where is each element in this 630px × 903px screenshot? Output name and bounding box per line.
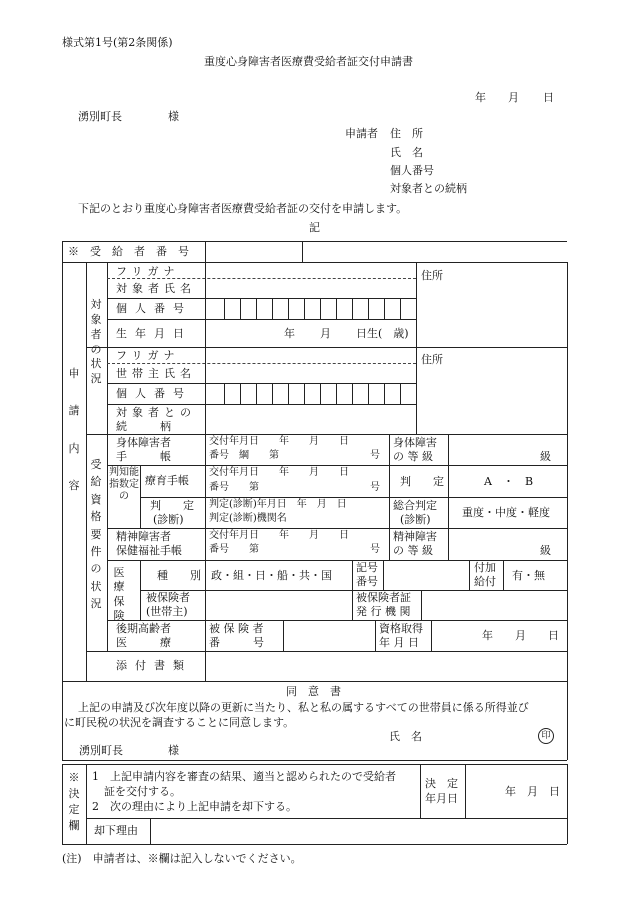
consent-honorific: 様 xyxy=(168,744,179,757)
mental-grade-label-1: 精神障害 xyxy=(393,530,437,543)
iq-number: 番号 第 xyxy=(209,482,259,493)
mental-label-1: 精神障害者 xyxy=(116,530,171,543)
physical-grade-label-1: 身体障害 xyxy=(393,436,437,449)
physical-grade-unit: 級 xyxy=(540,450,551,463)
subject-id-label: 個人番号 xyxy=(116,302,192,315)
form-number: 様式第1号(第2条関係) xyxy=(62,36,173,49)
consent-addressee: 湧別町長 xyxy=(79,744,123,757)
applicant-label: 申請者 xyxy=(345,127,378,140)
iq-judge-value: A ・ B xyxy=(484,475,534,488)
recipient-number-label: ※ 受 給 者 番 号 xyxy=(68,245,189,258)
addressee: 湧別町長 xyxy=(78,110,122,123)
elderly-acquire-label-2: 年 月 日 xyxy=(379,636,419,649)
decision-date-label-2: 年月日 xyxy=(425,792,458,805)
elderly-label-1: 後期高齢者 xyxy=(116,622,171,635)
elderly-acquire-date: 年 月 日 xyxy=(482,629,559,642)
footnote: (注) 申請者は、※欄は記入しないでください。 xyxy=(62,852,302,865)
iq-issue-date: 交付年月日 年 月 日 xyxy=(209,467,349,478)
insured-label-2: (世帯主) xyxy=(146,605,188,618)
subject-status-label: 対象者の状況 xyxy=(90,298,102,386)
household-name-label: 世帯主氏名 xyxy=(116,367,196,380)
physical-number-suffix: 号 xyxy=(370,450,380,461)
insurance-symbol-label-1: 記号 xyxy=(356,561,378,574)
mental-number: 番号 第 xyxy=(209,544,259,555)
subject-birth-year: 年 xyxy=(284,327,295,340)
insurance-type-label: 種 別 xyxy=(157,569,201,582)
elderly-insured-label-1: 被 保 険 者 xyxy=(209,622,264,635)
iq-diag-org: 判定(診断)機関名 xyxy=(209,513,287,524)
decision-item-1-line-1: 1 上記申請内容を審査の結果、適当と認められたので受給者 xyxy=(92,770,396,783)
overall-judge-value: 重度・中度・軽度 xyxy=(462,506,550,519)
elderly-insured-label-2: 番 号 xyxy=(209,636,264,649)
iq-diag-label-2: (診断) xyxy=(153,513,184,526)
subject-name-label: 対象者氏名 xyxy=(116,282,196,295)
insurance-symbol-label-2: 番号 xyxy=(356,575,378,588)
decision-date-value: 年 月 日 xyxy=(505,785,560,798)
elderly-acquire-label-1: 資格取得 xyxy=(379,622,423,635)
reject-reason-label: 却下理由 xyxy=(94,824,138,837)
insurance-cert-label-1: 被保険者証 xyxy=(356,591,411,604)
subject-address-label: 住所 xyxy=(421,269,443,282)
subject-birth-month: 月 xyxy=(320,327,331,340)
consent-name-label: 氏 名 xyxy=(389,730,422,743)
consent-text-line-2: に町民税の状況を調査することに同意します。 xyxy=(64,716,295,729)
consent-text-line-1: 上記の申請及び次年度以降の更新に当たり、私と私の属するすべての世帯員に係る所得並び xyxy=(78,701,529,714)
household-relation-label-2: 続 柄 xyxy=(116,420,171,433)
eligibility-label: 受給資格要件の状況 xyxy=(90,458,102,610)
consent-left-border xyxy=(62,681,63,760)
iq-judge-label: 判 定 xyxy=(400,475,444,488)
consent-title: 同 意 書 xyxy=(286,685,341,698)
overall-judge-label-1: 総合判定 xyxy=(393,499,437,512)
iq-label: 判知能指数定の xyxy=(109,467,139,502)
decision-item-2: 2 次の理由により上記申請を却下する。 xyxy=(92,800,297,813)
mental-number-suffix: 号 xyxy=(370,544,380,555)
form-title: 重度心身障害者医療費受給者証交付申請書 xyxy=(204,55,413,68)
date-day: 日 xyxy=(543,91,554,104)
iq-diag-label-1: 判 定 xyxy=(150,499,194,512)
decision-item-1-line-2: 証を交付する。 xyxy=(104,785,181,798)
consent-right-border xyxy=(567,681,568,760)
addressee-honorific: 様 xyxy=(168,110,179,123)
insured-label-1: 被保険者 xyxy=(146,591,190,604)
applicant-name-label: 氏 名 xyxy=(390,146,423,159)
elderly-label-2: 医 療 xyxy=(116,636,171,649)
applicant-address-label: 住 所 xyxy=(390,127,423,140)
insurance-type-value: 政・組・日・船・共・国 xyxy=(211,569,332,582)
decision-label: ※決定欄 xyxy=(68,771,80,832)
physical-issue-date: 交付年月日 年 月 日 xyxy=(209,436,349,447)
physical-label-1: 身体障害者 xyxy=(116,436,171,449)
insurance-cert-label-2: 発 行 機 関 xyxy=(356,605,411,618)
date-year: 年 xyxy=(475,91,486,104)
physical-grade-label-2: の 等 級 xyxy=(393,450,433,463)
physical-label-2: 手 帳 xyxy=(116,450,171,463)
insurance-additional-label-1: 付加 xyxy=(474,561,496,574)
household-address-label: 住所 xyxy=(421,353,443,366)
apply-content-label: 申請内容 xyxy=(68,367,80,493)
iq-number-suffix: 号 xyxy=(370,482,380,493)
subject-furigana-divider xyxy=(107,278,416,279)
subject-birth-label: 生年月日 xyxy=(116,327,192,340)
insurance-additional-value: 有・無 xyxy=(512,569,545,582)
household-id-label: 個人番号 xyxy=(116,387,192,400)
household-relation-label-1: 対象者との xyxy=(116,406,196,419)
subject-birth-day: 日生( 歳) xyxy=(356,327,409,340)
intro-text: 下記のとおり重度心身障害者医療費受給者証の交付を申請します。 xyxy=(78,202,408,215)
subject-furigana-label: フリガナ xyxy=(116,265,180,278)
seal-mark: 印 xyxy=(538,728,554,744)
household-furigana-label: フリガナ xyxy=(116,349,180,362)
mental-grade-label-2: の 等 級 xyxy=(393,544,433,557)
mental-issue-date: 交付年月日 年 月 日 xyxy=(209,530,349,541)
applicant-relation-label: 対象者との続柄 xyxy=(390,182,467,195)
ryoiku-label: 療育手帳 xyxy=(145,474,189,487)
applicant-id-label: 個人番号 xyxy=(390,164,434,177)
ki-label: 記 xyxy=(309,221,320,234)
household-furigana-divider xyxy=(107,363,416,364)
insurance-additional-label-2: 給付 xyxy=(474,575,496,588)
physical-number: 番号 綱 第 xyxy=(209,450,279,461)
insurance-label: 医療保険 xyxy=(113,566,125,622)
date-month: 月 xyxy=(508,91,519,104)
overall-judge-label-2: (診断) xyxy=(400,513,431,526)
mental-label-2: 保健福祉手帳 xyxy=(116,544,182,557)
attachments-label: 添付書類 xyxy=(116,659,192,672)
iq-diag-date: 判定(診断)年月日 年 月 日 xyxy=(209,499,347,510)
mental-grade-unit: 級 xyxy=(540,544,551,557)
decision-date-label-1: 決 定 xyxy=(425,777,458,790)
